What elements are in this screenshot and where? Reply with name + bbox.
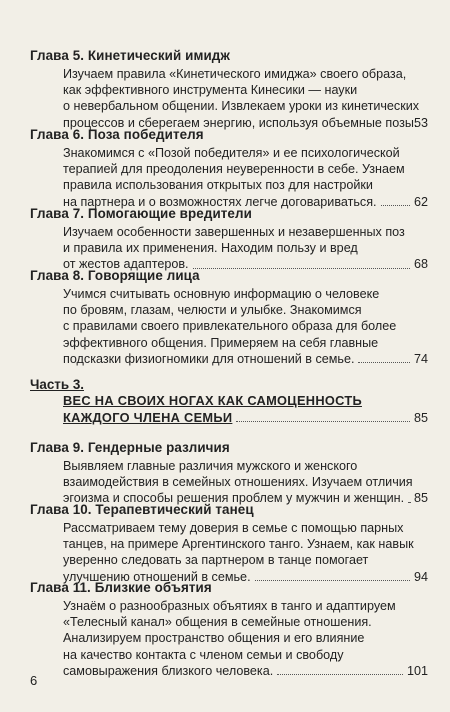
description-line: взаимодействия в семейных отношениях. Изучаем отличия [63, 475, 413, 490]
part-label: Часть 3. [30, 377, 84, 392]
page-ref: 85 [413, 410, 428, 425]
dot-leader [255, 580, 410, 581]
part-title [63, 393, 428, 426]
description-line: эффективного общения. Примеряем на себя главные [63, 335, 379, 350]
description-line: от жестов адаптеров. [63, 257, 189, 272]
description-line: Учимся считывать основную информацию о человеке [63, 287, 380, 301]
chapter-heading: Глава 10. Терапевтический танец [30, 502, 254, 517]
chapter-heading: Глава 5. Кинетический имидж [30, 48, 230, 63]
dot-leader [358, 362, 410, 363]
dot-leader [193, 268, 410, 269]
description-line: по бровям, глазам, челюсти и улыбке. Знакомимся [63, 303, 362, 318]
chapter-description [63, 458, 428, 507]
description-line: на партнера и о возможностях легче договариваться. [63, 194, 377, 209]
description-line: и правила их применения. Находим пользу и вред [63, 241, 358, 256]
description-line: «Телесный канал» общения в семейные отношения. [63, 615, 372, 630]
page-number: 6 [30, 673, 38, 688]
chapter-heading: Глава 9. Гендерные различия [30, 440, 230, 455]
description-line: Изучаем особенности завершенных и незавершенных поз [63, 225, 405, 239]
description-line: Рассматриваем тему доверия в семье с помощью парных [63, 521, 404, 535]
page-ref: 53 [413, 115, 428, 130]
description-line: как эффективного инструмента Кинесики — науки [63, 83, 358, 98]
description-line: о невербальном общении. Извлекаем уроки из кинетических [63, 99, 420, 114]
description-line: Знакомимся с «Позой победителя» и ее психологической [63, 146, 400, 160]
description-line: подсказки физиогномики для отношений в семье. [63, 351, 355, 366]
chapter-description [63, 520, 428, 585]
chapter-description [63, 286, 428, 367]
description-line: с правилами своего привлекательного образа для более [63, 319, 397, 334]
description-line: терапией для преодоления неуверенности в себе. Узнаем [63, 162, 405, 177]
chapter-heading: Глава 11. Близкие объятия [30, 580, 212, 595]
page-ref: 85 [413, 491, 428, 506]
description-line: Анализируем пространство общения и его влияние [63, 631, 365, 646]
dot-leader [236, 421, 410, 422]
page-ref: 74 [413, 351, 428, 366]
description-line: улучшению отношений в семье. [63, 569, 251, 584]
page-ref: 94 [413, 569, 428, 584]
chapter-heading: Глава 7. Помогающие вредители [30, 206, 252, 221]
page-ref: 62 [413, 194, 428, 209]
description-line: уверенно следовать за партнером в танце помогает [63, 553, 369, 568]
description-line: на качество контакта с членом семьи и свободу [63, 647, 344, 662]
page-ref: 101 [406, 663, 428, 678]
chapter-description [63, 66, 428, 131]
chapter-heading: Глава 8. Говорящие лица [30, 268, 200, 283]
description-line: Изучаем правила «Кинетического имиджа» своего образа, [63, 67, 407, 81]
description-line: Узнаём о разнообразных объятиях в танго и адаптируем [63, 599, 396, 613]
description-line: танцев, на примере Аргентинского танго. Узнаем, как навык [63, 537, 414, 552]
description-line: самовыражения близкого человека. [63, 663, 274, 678]
part-title-line: КАЖДОГО ЧЛЕНА СЕМЬИ [63, 409, 233, 425]
description-line: процессов и сберегаем энергию, используя объемные позы. [63, 115, 418, 130]
chapter-heading: Глава 6. Поза победителя [30, 127, 204, 142]
dot-leader [381, 205, 410, 206]
chapter-description [63, 224, 428, 273]
page-ref: 68 [413, 257, 428, 272]
dot-leader [408, 502, 410, 503]
dot-leader [277, 674, 403, 675]
description-line: Выявляем главные различия мужского и женского [63, 459, 358, 473]
description-line: правила использования открытых поз для настройки [63, 178, 373, 193]
part-title-line: ВЕС НА СВОИХ НОГАХ КАК САМОЦЕННОСТЬ [63, 393, 362, 408]
description-line: эгоизма и способы решения проблем у мужчин и женщин. [63, 491, 405, 506]
chapter-description [63, 145, 428, 210]
chapter-description [63, 598, 428, 679]
